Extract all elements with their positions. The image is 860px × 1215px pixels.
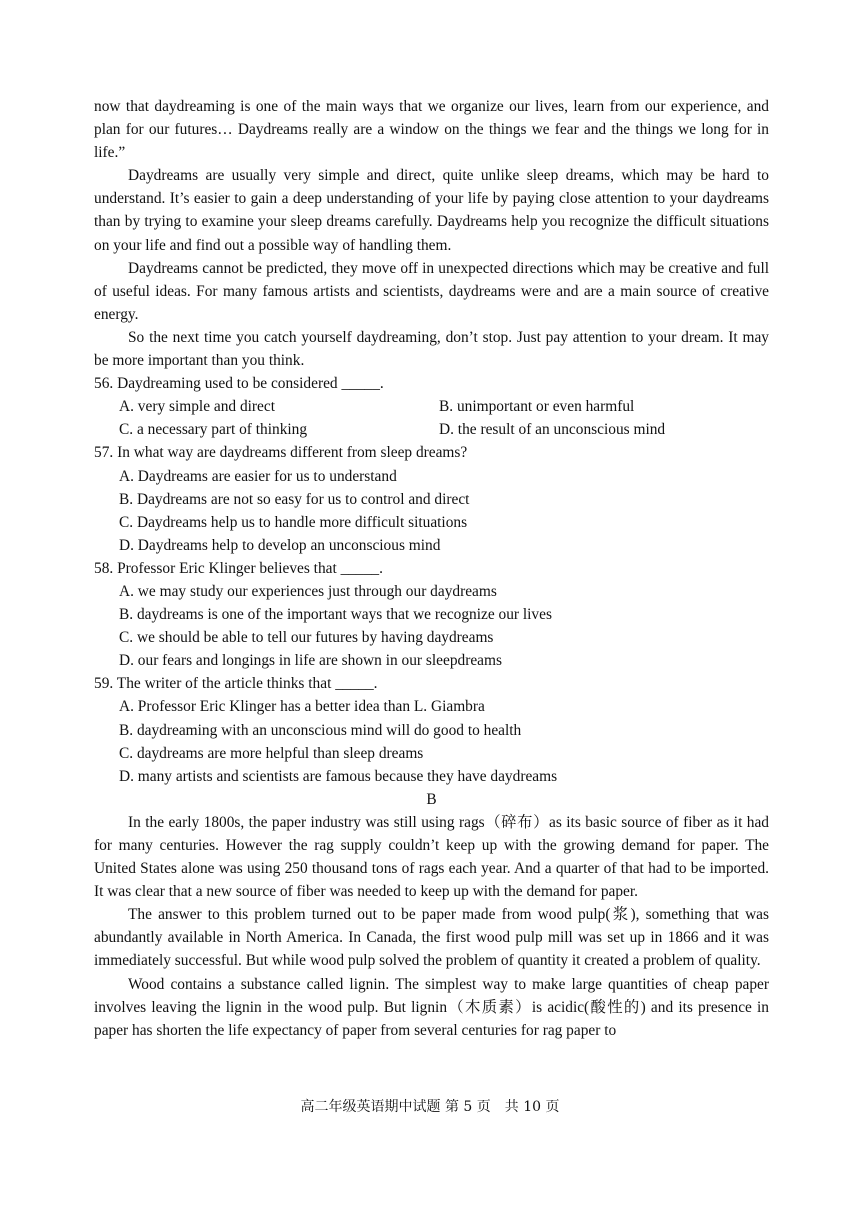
- option-row: [119, 418, 769, 441]
- option-b: B. daydreaming with an unconscious mind will do good to health: [119, 721, 522, 739]
- passage-b-paragraph-2: The answer to this problem turned out to be paper made from wood pulp(浆), something that was abundantly available in North America. In Canada, the first wood pulp mill was set up in 1866 and it was immediately successful. But while wood pulp solved the problem of quantity it created a problem of quality.: [94, 906, 769, 970]
- option-b: B. unimportant or even harmful: [439, 398, 635, 416]
- section-heading-b: B: [426, 790, 437, 808]
- question-stem: 56. Daydreaming used to be considered _____.: [94, 375, 384, 393]
- question-58: [94, 557, 769, 672]
- question-56: [94, 372, 769, 441]
- exam-page: [94, 95, 769, 1042]
- option-a: A. Professor Eric Klinger has a better idea than L. Giambra: [119, 698, 485, 716]
- question-57: [94, 441, 769, 556]
- option-a: A. very simple and direct: [119, 398, 275, 416]
- question-stem: 58. Professor Eric Klinger believes that _____.: [94, 559, 383, 577]
- option-c: C. daydreams are more helpful than sleep dreams: [119, 744, 424, 762]
- question-stem: 59. The writer of the article thinks that _____.: [94, 675, 378, 693]
- option-d: D. our fears and longings in life are shown in our sleepdreams: [119, 652, 502, 670]
- option-a: A. we may study our experiences just through our daydreams: [119, 582, 497, 600]
- option-d: D. many artists and scientists are famous because they have daydreams: [119, 767, 558, 785]
- passage-a-paragraph-1: Daydreams are usually very simple and direct, quite unlike sleep dreams, which may be hard to understand. It’s easier to gain a deep understanding of your life by paying close attention to your daydreams than by trying to examine your sleep dreams carefully. Daydreams help you recognize the difficult situations on your life and find out a possible way of handling them.: [94, 167, 769, 254]
- option-row: [119, 395, 769, 418]
- passage-a-paragraph-0: now that daydreaming is one of the main ways that we organize our lives, learn from our experience, and plan for our futures… Daydreams really are a window on the things we fear and the things we long for in life.”: [94, 98, 769, 162]
- passage-a-paragraph-2: Daydreams cannot be predicted, they move off in unexpected directions which may be creative and full of useful ideas. For many famous artists and scientists, daydreams were and are a main source of creative energy.: [94, 259, 769, 323]
- option-b: B. daydreams is one of the important ways that we recognize our lives: [119, 606, 552, 624]
- option-c: C. Daydreams help us to handle more difficult situations: [119, 513, 468, 531]
- option-a: A. Daydreams are easier for us to understand: [119, 467, 397, 485]
- question-stem: 57. In what way are daydreams different from sleep dreams?: [94, 444, 468, 462]
- option-b: B. Daydreams are not so easy for us to control and direct: [119, 490, 470, 508]
- question-59: [94, 672, 769, 787]
- option-d: D. Daydreams help to develop an unconscious mind: [119, 536, 441, 554]
- passage-b-paragraph-3: Wood contains a substance called lignin. The simplest way to make large quantities of cheap paper involves leaving the lignin in the wood pulp. But lignin（木质素）is acidic(酸性的) and its presence in paper has shorten the life expectancy of paper from several centuries for rag paper to: [94, 975, 769, 1039]
- option-d: D. the result of an unconscious mind: [439, 421, 666, 439]
- page-footer: 高二年级英语期中试题 第 5 页 共 10 页: [300, 1099, 560, 1115]
- passage-a-paragraph-3: So the next time you catch yourself daydreaming, don’t stop. Just pay attention to your dream. It may be more important than you think.: [94, 328, 769, 370]
- option-c: C. a necessary part of thinking: [119, 421, 308, 439]
- passage-b-paragraph-1: In the early 1800s, the paper industry was still using rags（碎布）as its basic source of fiber as it had for many centuries. However the rag supply couldn’t keep up with the growing demand for paper. The United States alone was using 250 thousand tons of rags each year. And a quarter of that had to be imported. It was clear that a new source of fiber was needed to keep up with the demand for paper.: [94, 813, 769, 901]
- option-c: C. we should be able to tell our futures by having daydreams: [119, 629, 494, 647]
